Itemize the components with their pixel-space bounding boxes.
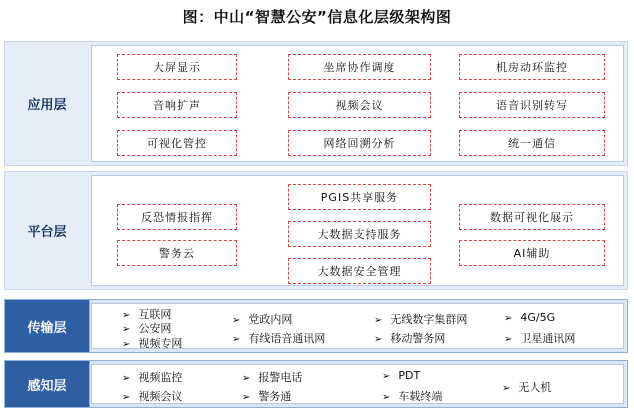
arrow-icon: ➢ bbox=[374, 315, 383, 326]
plat-box-bigdata-security: 大数据安全管理 bbox=[288, 258, 431, 284]
transport-item: ➢ 公安网 bbox=[122, 322, 172, 335]
transport-item: ➢ 有线语音通讯网 bbox=[232, 332, 326, 345]
arrow-icon: ➢ bbox=[122, 324, 131, 335]
plat-box-counter-terror: 反恐情报指挥 bbox=[117, 204, 237, 230]
sensing-layer-label: 感知层 bbox=[5, 361, 90, 407]
sensing-layer bbox=[4, 360, 628, 408]
platform-layer bbox=[4, 171, 628, 290]
platform-layer-label: 平台层 bbox=[27, 225, 67, 240]
arrow-icon: ➢ bbox=[502, 383, 511, 394]
transport-item: ➢ 互联网 bbox=[122, 308, 172, 321]
arrow-icon: ➢ bbox=[382, 392, 391, 403]
transport-item: ➢ 卫星通讯网 bbox=[504, 332, 576, 345]
transport-item: ➢ 无线数字集群网 bbox=[374, 313, 468, 326]
arrow-icon: ➢ bbox=[382, 371, 391, 382]
plat-box-ai-assist: AI辅助 bbox=[459, 240, 605, 266]
arrow-icon: ➢ bbox=[242, 373, 251, 384]
sensing-item: ➢ PDT bbox=[382, 369, 421, 382]
application-layer bbox=[4, 41, 628, 166]
arrow-icon: ➢ bbox=[504, 313, 513, 324]
app-box-big-screen: 大屏显示 bbox=[117, 54, 237, 80]
app-box-room-monitor: 机房动环监控 bbox=[459, 54, 605, 80]
app-box-video-conf: 视频会议 bbox=[288, 92, 431, 118]
arrow-icon: ➢ bbox=[122, 392, 131, 403]
transport-item: ➢ 移动警务网 bbox=[374, 332, 446, 345]
arrow-icon: ➢ bbox=[232, 315, 241, 326]
app-box-unified-comm: 统一通信 bbox=[459, 130, 605, 156]
app-box-network-backtrace: 网络回溯分析 bbox=[288, 130, 431, 156]
plat-box-pgis: PGIS共享服务 bbox=[288, 184, 431, 210]
arrow-icon: ➢ bbox=[122, 339, 131, 350]
transport-item: ➢ 党政内网 bbox=[232, 313, 293, 326]
sensing-item: ➢ 警务通 bbox=[242, 390, 292, 403]
transport-layer bbox=[4, 299, 628, 353]
application-layer-label: 应用层 bbox=[27, 98, 67, 113]
transport-layer-content bbox=[91, 303, 624, 349]
sensing-item: ➢ 视频会议 bbox=[122, 390, 183, 403]
transport-item: ➢ 视频专网 bbox=[122, 337, 183, 350]
arrow-icon: ➢ bbox=[122, 373, 131, 384]
sensing-item: ➢ 无人机 bbox=[502, 381, 552, 394]
arrow-icon: ➢ bbox=[504, 334, 513, 345]
app-box-visual-control: 可视化管控 bbox=[117, 130, 237, 156]
transport-item: ➢ 4G/5G bbox=[504, 311, 556, 324]
sensing-item: ➢ 报警电话 bbox=[242, 371, 303, 384]
arrow-icon: ➢ bbox=[374, 334, 383, 345]
app-box-seat-dispatch: 坐席协作调度 bbox=[288, 54, 431, 80]
app-box-speech-transcribe: 语音识别转写 bbox=[459, 92, 605, 118]
plat-box-police-cloud: 警务云 bbox=[117, 240, 237, 266]
plat-box-bigdata-support: 大数据支持服务 bbox=[288, 221, 431, 247]
sensing-item: ➢ 车载终端 bbox=[382, 390, 443, 403]
arrow-icon: ➢ bbox=[122, 310, 131, 321]
arrow-icon: ➢ bbox=[242, 392, 251, 403]
sensing-layer-content bbox=[91, 364, 624, 404]
transport-layer-label: 传输层 bbox=[5, 300, 90, 352]
sensing-item: ➢ 视频监控 bbox=[122, 371, 183, 384]
application-layer-content bbox=[91, 45, 624, 162]
app-box-sound: 音响扩声 bbox=[117, 92, 237, 118]
plat-box-data-visual: 数据可视化展示 bbox=[459, 204, 605, 230]
arrow-icon: ➢ bbox=[232, 334, 241, 345]
platform-layer-content bbox=[91, 175, 624, 286]
diagram-title: 图：中山“智慧公安”信息化层级架构图 bbox=[182, 8, 452, 26]
